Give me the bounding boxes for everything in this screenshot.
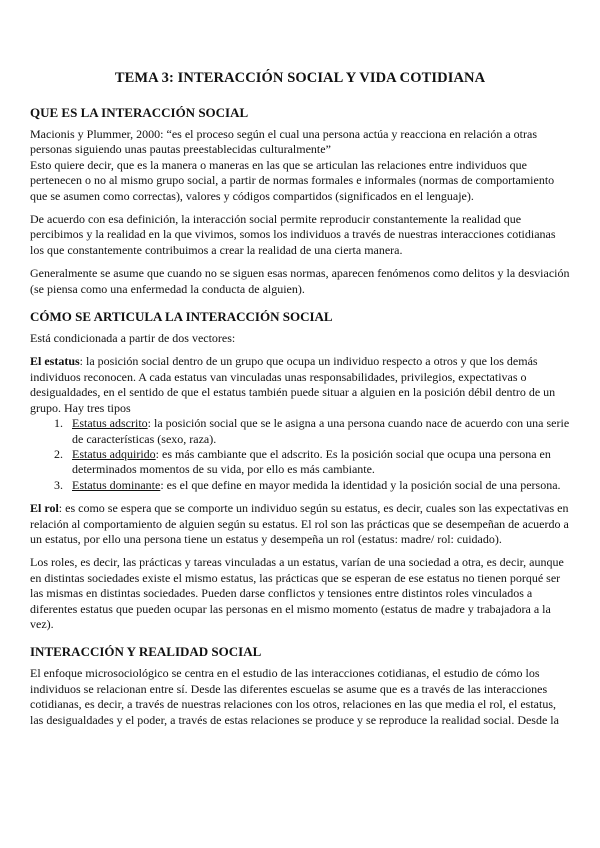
section-heading-que-es: QUE ES LA INTERACCIÓN SOCIAL <box>30 105 249 120</box>
term-estatus-dominante: Estatus dominante <box>72 477 161 492</box>
paragraph-definition-quote: Macionis y Plummer, 2000: “es el proceso según el cual una persona actúa y reacciona en relación a otras personas siguiendo unas pautas preestablecidas culturalmente” <box>30 127 537 157</box>
estatus-definition: : la posición social dentro de un grupo que ocupa un individuo respecto a otros y que los demás individuos reconocen. A cada estatus van vinculadas unas responsabilidades, privilegios, expectativas o desigualdades, en el sentido de que el estatus también puede situar a alguien en la posición débil dentro de un grupo. Hay tres tipos <box>30 354 556 415</box>
paragraph-norms: Generalmente se asume que cuando no se siguen esas normas, aparecen fenómenos como delitos y la desviación (se piensa como una enfermedad la conducta de alguien). <box>30 266 570 296</box>
estatus-types-list <box>30 416 570 493</box>
section-heading-como-se-articula: CÓMO SE ARTICULA LA INTERACCIÓN SOCIAL <box>30 309 333 325</box>
paragraph-roles: Los roles, es decir, las prácticas y tareas vinculadas a un estatus, varían de una sociedad a otra, es decir, aunque en distintas sociedades existe el mismo estatus, las prácticas que se esperan de ese estatus no tienen porqué ser las mismas en distintas sociedades. Pueden darse conflictos y tensiones entre distintos roles vinculados a diferentes estatus que pueden ocupar las personas en el mismo momento (estatus de madre y trabajadora a la vez). <box>30 555 564 631</box>
paragraph-estatus <box>30 354 570 416</box>
paragraph-explanation: Esto quiere decir, que es la manera o maneras en las que se articulan las relaciones entre individuos que pertenecen o no al mismo grupo social, a partir de normas formales e informales (normas de comportamiento que se asumen como correctas), valores y códigos compartidos (significados en el lenguaje). <box>30 157 555 203</box>
list-number: 1. <box>54 416 63 431</box>
list-number: 3. <box>54 477 63 492</box>
section-heading-realidad-social: INTERACCIÓN Y REALIDAD SOCIAL <box>30 644 262 660</box>
list-item-text: : la posición social que se le asigna a una persona cuando nace de acuerdo con una serie de características (sexo, raza). <box>72 416 570 446</box>
paragraph-reality: De acuerdo con esa definición, la interacción social permite reproducir constantemente la realidad que percibimos y la realidad en la que vivimos, somos los individuos a través de nuestras interacciones cotidianas los que constantemente contribuimos a crear la realidad de una cierta manera. <box>30 212 556 257</box>
page-title: TEMA 3: INTERACCIÓN SOCIAL Y VIDA COTIDIANA <box>114 70 486 86</box>
term-rol: El rol <box>30 501 59 516</box>
paragraph-vectors-intro: Está condicionada a partir de dos vectores: <box>30 331 236 346</box>
term-estatus-adscrito: Estatus adscrito <box>72 416 148 431</box>
document-body <box>30 105 570 728</box>
list-item <box>30 447 570 478</box>
term-estatus: El estatus <box>30 354 80 369</box>
list-item <box>30 416 570 447</box>
list-item-text: : es el que define en mayor medida la identidad y la posición social de una persona. <box>160 477 561 492</box>
list-item <box>30 478 570 493</box>
paragraph-rol <box>30 501 570 547</box>
term-estatus-adquirido: Estatus adquirido <box>72 446 156 461</box>
paragraph-microsociology: El enfoque microsociológico se centra en el estudio de las interacciones cotidianas, el estudio de cómo los individuos se relacionan entre sí. Desde las diferentes escuelas se asume que es a través de las interacciones cotidianas, es decir, a través de nuestras relaciones con los otros, relaciones en las que media el rol, el estatus, las desigualdades y el poder, a través de estas relaciones se produce y se reproduce la realidad social. Desde la <box>30 666 559 727</box>
rol-definition: : es como se espera que se comporte un individuo según su estatus, es decir, cuales son las expectativas en relación al comportamiento de alguien según su estatus. El rol son las prácticas que se desempeñan de acuerdo a un estatus, por ello una persona tiene un estatus y desempeña un rol (estatus: madre/ rol: cuidado). <box>30 501 569 546</box>
list-item-text: : es más cambiante que el adscrito. Es la posición social que ocupa una persona en determinados momentos de su vida, por ello es más cambiante. <box>72 446 551 477</box>
list-number: 2. <box>54 446 63 461</box>
